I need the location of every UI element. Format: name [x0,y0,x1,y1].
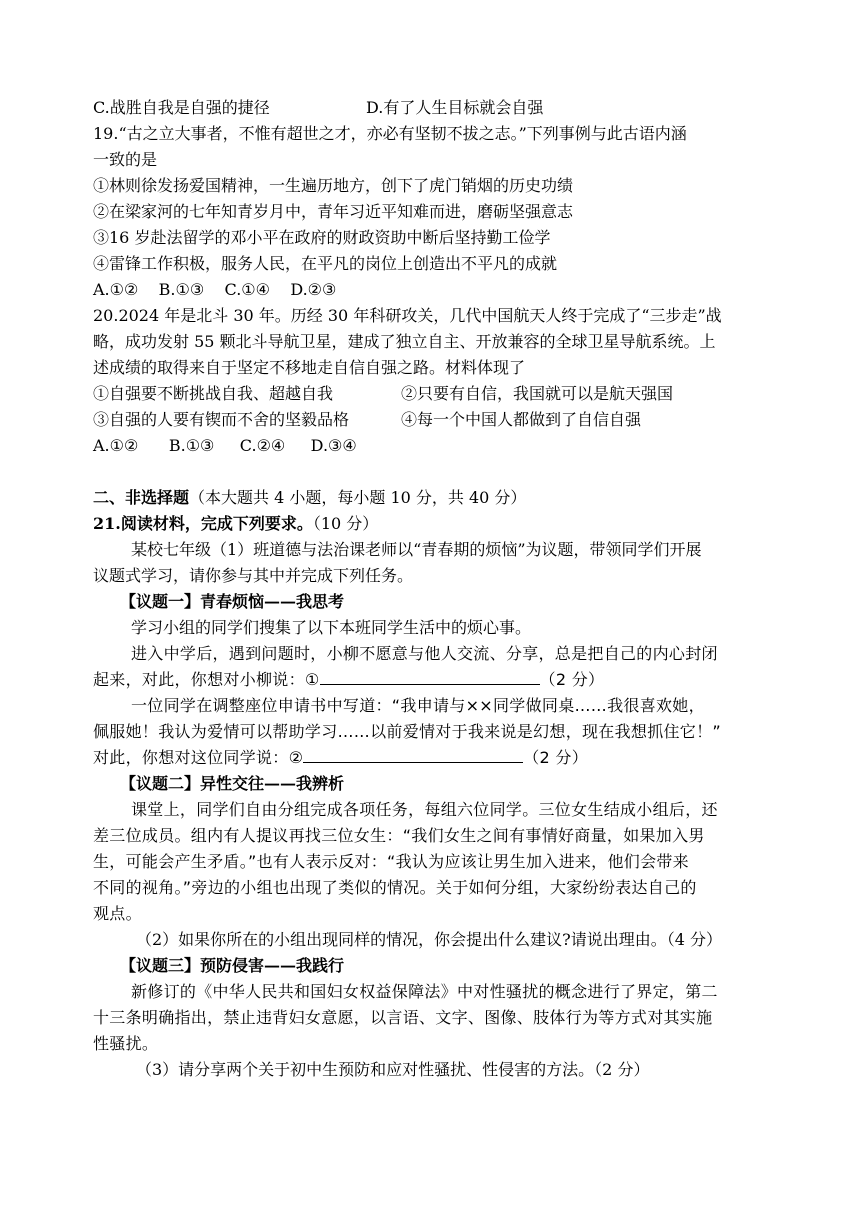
topic-2-line-1: 课堂上，同学们自由分组完成各项任务，每组六位同学。三位女生结成小组后，还 [131,800,718,819]
topic-3-question: （3）请分享两个关于初中生预防和应对性骚扰、性侵害的方法。（2 分） [136,1060,650,1079]
q19-options: A.①② B.①③ C.①④ D.②③ [93,280,337,299]
q20-stem-line-2: 略，成功发射 55 颗北斗导航卫星，建成了独立自主、开放兼容的全球卫星导航系统。上 [93,332,716,351]
topic-1-title: 【议题一】青春烦恼——我思考 [120,592,345,611]
topic-1-case-1-points: （2 分） [539,670,605,689]
section-2-note: （本大题共 4 小题，每小题 10 分，共 40 分） [189,488,527,507]
topic-1-case-2-line-1: 一位同学在调整座位申请书中写道：“我申请与××同学做同桌……我很喜欢她， [131,696,705,715]
q19-stem-line-1: 19.“古之立大事者，不惟有超世之才，亦必有坚韧不拔之志。”下列事例与此古语内涵 [93,124,687,143]
answer-blank-2[interactable] [303,746,523,763]
q20-item-2: ②只要有自信，我国就可以是航天强国 [401,384,674,403]
topic-3-line-2: 十三条明确指出，禁止违背妇女意愿，以言语、文字、图像、肢体行为等方式对其实施 [93,1008,713,1027]
q19-item-2: ②在梁家河的七年知青岁月中，青年习近平知难而进，磨砺坚强意志 [93,202,574,221]
topic-2-line-5: 观点。 [93,904,142,923]
topic-1-case-1-line-1: 进入中学后，遇到问题时，小柳不愿意与他人交流、分享，总是把自己的内心封闭 [131,644,718,663]
q19-item-1: ①林则徐发扬爱国精神，一生遍历地方，创下了虎门销烟的历史功绩 [93,176,574,195]
q20-stem-line-1: 20.2024 年是北斗 30 年。历经 30 年科研攻关，几代中国航天人终于完成了“三步走”战 [93,306,722,325]
q18-option-d: D.有了人生目标就会自强 [366,98,544,117]
topic-2-line-2: 差三位成员。组内有人提议再找三位女生：“我们女生之间有事情好商量，如果加入男 [93,826,705,845]
q20-item-1: ①自强要不断挑战自我、超越自我 [93,384,334,403]
q19-stem-line-2: 一致的是 [93,150,158,169]
q21-title: 21.阅读材料，完成下列要求。 [93,514,313,533]
q20-stem-line-3: 述成绩的取得来自于坚定不移地走自信自强之路。材料体现了 [93,358,526,377]
q20-item-4: ④每一个中国人都做到了自信自强 [401,410,642,429]
q20-item-3: ③自强的人要有锲而不舍的坚毅品格 [93,410,350,429]
q18-option-c: C.战胜自我是自强的捷径 [93,98,270,117]
q21-points: （10 分） [312,514,379,533]
q21-intro-line-1: 某校七年级（1）班道德与法治课老师以“青春期的烦恼”为议题，带领同学们开展 [131,540,702,559]
q19-item-3: ③16 岁赴法留学的邓小平在政府的财政资助中断后坚持勤工俭学 [93,228,551,247]
q21-heading [93,511,378,537]
topic-1-case-2-prompt: 对此，你想对这位同学说：② [93,748,304,767]
q20-options: A.①② B.①③ C.②④ D.③④ [93,436,357,455]
topic-1-lead: 学习小组的同学们搜集了以下本班同学生活中的烦心事。 [131,618,532,637]
topic-2-title: 【议题二】异性交往——我辨析 [120,774,345,793]
topic-3-line-1: 新修订的《中华人民共和国妇女权益保障法》中对性骚扰的概念进行了界定，第二 [131,982,718,1001]
topic-3-line-3: 性骚扰。 [93,1034,159,1053]
topic-1-case-2-points: （2 分） [523,748,589,767]
section-2-heading [93,485,526,511]
topic-2-line-4: 不同的视角。”旁边的小组也出现了类似的情况。关于如何分组，大家纷纷表达自己的 [93,878,697,897]
topic-2-line-3: 生，可能会产生矛盾。”也有人表示反对：“我认为应该让男生加入进来，他们会带来 [93,852,689,871]
answer-blank-1[interactable] [320,668,540,685]
topic-1-case-2-line-3 [93,745,588,771]
section-2-title: 二、非选择题 [93,488,190,507]
topic-1-case-2-line-2: 佩服她！我认为爱情可以帮助学习……以前爱情对于我来说是幻想，现在我想抓住它！” [93,722,721,741]
topic-1-case-1-prompt: 起来，对此，你想对小柳说：① [93,670,320,689]
topic-1-case-1-line-2 [93,667,604,693]
q19-item-4: ④雷锋工作积极，服务人民，在平凡的岗位上创造出不平凡的成就 [93,254,558,273]
topic-2-question: （2）如果你所在的小组出现同样的情况，你会提出什么建议?请说出理由。（4 分） [136,930,723,949]
topic-3-title: 【议题三】预防侵害——我践行 [120,956,345,975]
q21-intro-line-2: 议题式学习，请你参与其中并完成下列任务。 [93,566,414,585]
